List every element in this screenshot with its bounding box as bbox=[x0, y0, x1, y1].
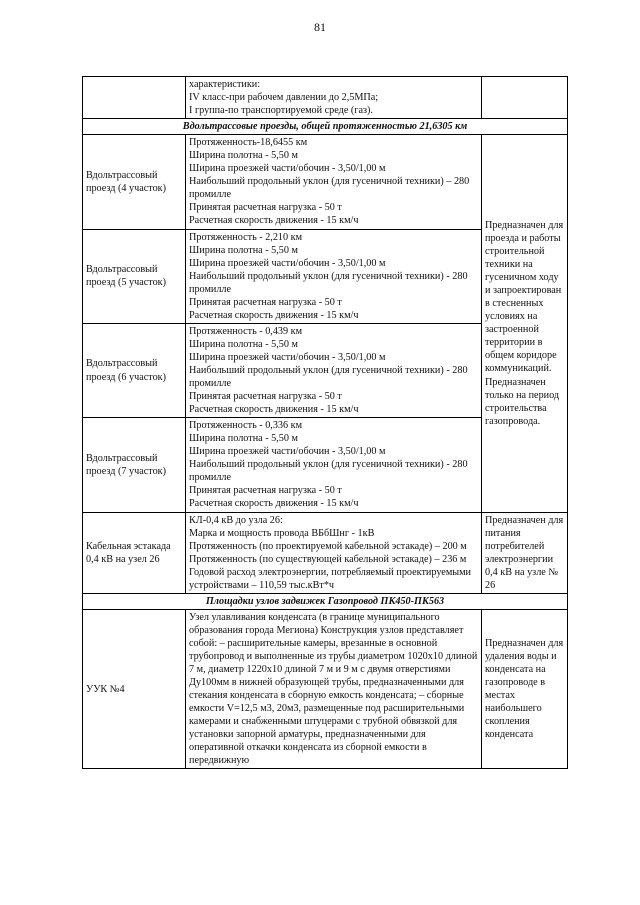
uuk-purpose: Предназначен для удаления воды и конденсата на газопроводе в местах наибольшего скопления конденсата bbox=[482, 609, 568, 769]
table-row-top bbox=[83, 77, 568, 119]
section-row bbox=[83, 119, 568, 135]
cell-characteristics: характеристики: IV класс-при рабочем давлении до 2,5МПа; I группа-по транспортируемой среде (газ). bbox=[186, 77, 482, 119]
roads-purpose: Предназначен для проезда и работы строительной техники на гусеничном ходу и запроектирован в стесненных условиях на застроенной территории в общем коридоре коммуникаций. Предназначен только на период строительства газопровода. bbox=[482, 135, 568, 512]
road-name: Вдольтрассовый проезд (5 участок) bbox=[83, 229, 186, 323]
road-specs: Протяженность-18,6455 км Ширина полотна - 5,50 м Ширина проезжей части/обочин - 3,50/1,00 м Наибольший продольный уклон (для гусеничной техники) – 280 промилле Принятая расчетная нагрузка - 50 т Расчетная скорость движения - 15 км/ч bbox=[186, 135, 482, 229]
cell-empty bbox=[83, 77, 186, 119]
specification-table bbox=[82, 76, 568, 769]
cable-name: Кабельная эстакада 0,4 кВ на узел 26 bbox=[83, 512, 186, 593]
table-row-cable bbox=[83, 512, 568, 593]
road-name: Вдольтрассовый проезд (6 участок) bbox=[83, 323, 186, 417]
table-row-uuk bbox=[83, 609, 568, 769]
road-name: Вдольтрассовый проезд (4 участок) bbox=[83, 135, 186, 229]
page-number: 81 bbox=[314, 20, 326, 34]
section-row bbox=[83, 593, 568, 609]
road-specs: Протяженность - 2,210 км Ширина полотна - 5,50 м Ширина проезжей части/обочин - 3,50/1,00 м Наибольший продольный уклон (для гусеничной техники) - 280 промилле Принятая расчетная нагрузка - 50 т Расчетная скорость движения - 15 км/ч bbox=[186, 229, 482, 323]
cell-empty bbox=[482, 77, 568, 119]
cable-specs: КЛ-0,4 кВ до узла 26: Марка и мощность провода ВБбШнг - 1кВ Протяженность (по проектируемой кабельной эстакаде) – 200 м Протяженность (по существующей кабельной эстакаде) – 236 м Годовой расход электроэнергии, потребляемый проектируемыми устройствами – 110,59 тыс.кВт*ч bbox=[186, 512, 482, 593]
section-title-valves: Площадки узлов задвижек Газопровод ПК450-ПК563 bbox=[83, 593, 568, 609]
section-title-roads: Вдольтрассовые проезды, общей протяженностью 21,6305 км bbox=[83, 119, 568, 135]
table-row-road bbox=[83, 135, 568, 229]
road-specs: Протяженность - 0,439 км Ширина полотна - 5,50 м Ширина проезжей части/обочин - 3,50/1,00 м Наибольший продольный уклон (для гусеничной техники) - 280 промилле Принятая расчетная нагрузка - 50 т Расчетная скорость движения - 15 км/ч bbox=[186, 323, 482, 417]
road-name: Вдольтрассовый проезд (7 участок) bbox=[83, 418, 186, 512]
uuk-name: УУК №4 bbox=[83, 609, 186, 769]
cable-purpose: Предназначен для питания потребителей электроэнергии 0,4 кВ на узле № 26 bbox=[482, 512, 568, 593]
road-specs: Протяженность - 0,336 км Ширина полотна - 5,50 м Ширина проезжей части/обочин - 3,50/1,00 м Наибольший продольный уклон (для гусеничной техники) - 280 промилле Принятая расчетная нагрузка - 50 т Расчетная скорость движения - 15 км/ч bbox=[186, 418, 482, 512]
uuk-description: Узел улавливания конденсата (в границе муниципального образования города Мегиона) Конструкция узлов представляет собой: – расширительные камеры, врезанные в основной трубопровод и выполненные из трубы диаметром 1020х10 длиной 7 м, диаметр 1220х10 длиной 7 м и 9 м с двумя отверстиями Ду100мм в нижней образующей трубы, предназначенными для стекания конденсата в сборную емкость конденсата; – сборные емкости V=12,5 м3, 20м3, размещенные под расширительными камерами и снабженными штуцерами с трубной обвязкой для установки запорной арматуры, предназначенными для оперативной откачки конденсата из сборной емкости в передвижную bbox=[186, 609, 482, 769]
